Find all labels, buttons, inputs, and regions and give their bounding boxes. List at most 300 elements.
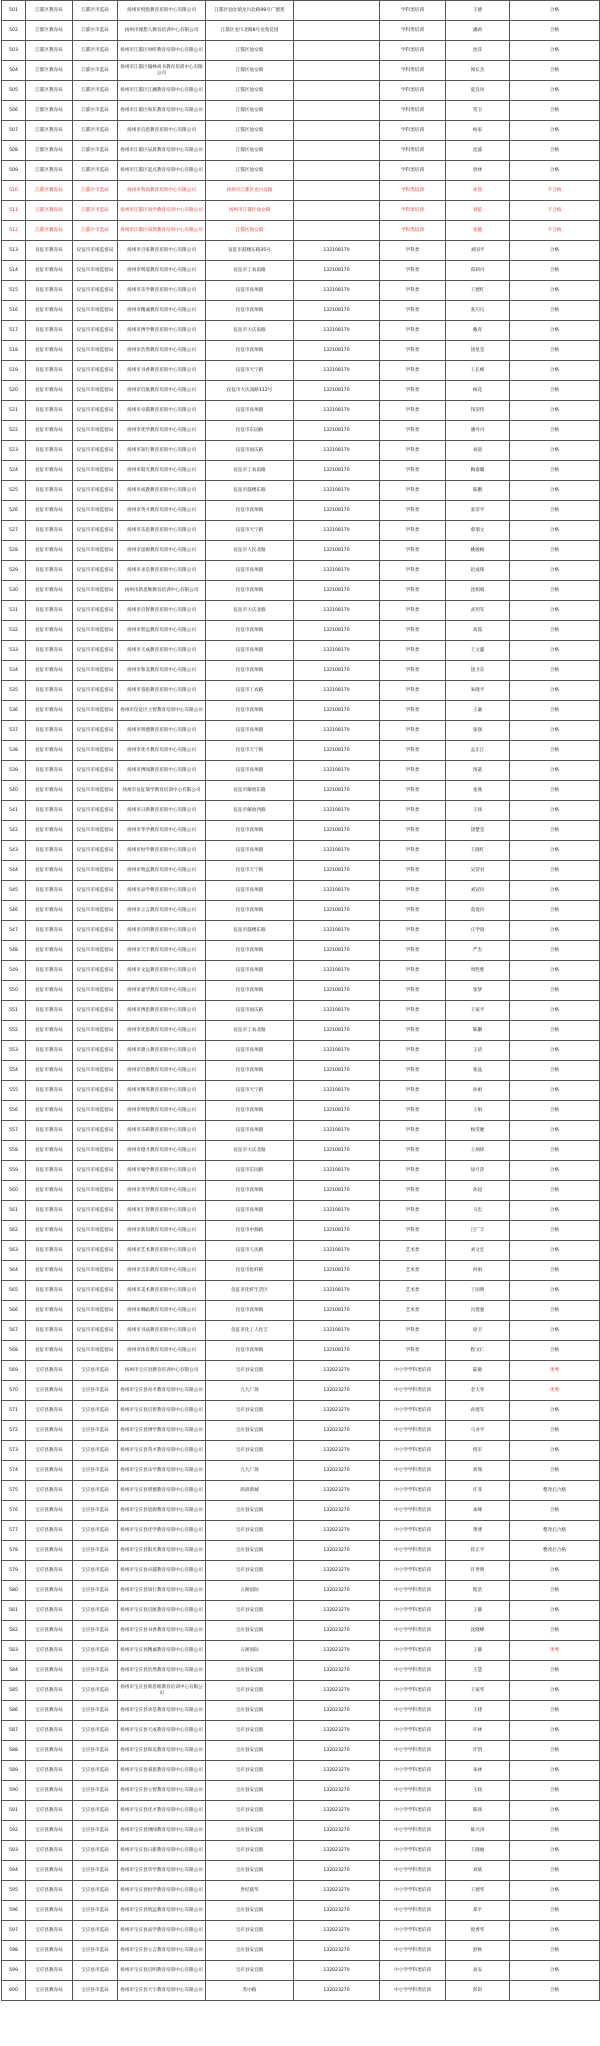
- cell-address: 江都区仙女镇: [206, 221, 294, 241]
- cell-contact: 王德: [446, 1, 510, 21]
- cell-index: 528: [2, 541, 26, 561]
- cell-type: 学科类: [380, 481, 446, 501]
- cell-contact: 杨雯婕: [446, 1121, 510, 1141]
- cell-index: 586: [2, 1701, 26, 1721]
- cell-result: 合格: [510, 261, 600, 281]
- cell-authority: 仪征市教育局: [26, 341, 73, 361]
- cell-authority: 江都区教育局: [26, 221, 73, 241]
- cell-address: 宝应县安宜镇: [206, 1921, 294, 1941]
- cell-result: 合格: [510, 1, 600, 21]
- table-row: [2, 121, 600, 141]
- cell-registrar: 宝应县市监局: [73, 1661, 118, 1681]
- cell-authority: 仪征市教育局: [26, 1021, 73, 1041]
- cell-registrar: 仪征市市场监督局: [73, 401, 118, 421]
- cell-credit-code: 132023270: [294, 1381, 380, 1401]
- cell-registrar: 宝应县市监局: [73, 1601, 118, 1621]
- cell-org-name: 扬州市宝应县天成教育培训中心有限公司: [118, 1721, 206, 1741]
- cell-result: 合格: [510, 161, 600, 181]
- cell-org-name: 扬州市宝应县和美教育培训中心有限公司: [118, 1741, 206, 1761]
- cell-registrar: 仪征市市场监督局: [73, 1121, 118, 1141]
- cell-index: 566: [2, 1301, 26, 1321]
- cell-type: 学科类: [380, 541, 446, 561]
- table-row: [2, 1761, 600, 1781]
- cell-result: 合格: [510, 121, 600, 141]
- cell-credit-code: 132023270: [294, 1921, 380, 1941]
- cell-registrar: 仪征市市场监督局: [73, 441, 118, 461]
- table-row: [2, 1841, 600, 1861]
- cell-authority: 江都区教育局: [26, 21, 73, 41]
- table-row: [2, 601, 600, 621]
- cell-result: 合格: [510, 981, 600, 1001]
- cell-authority: 宝应县教育局: [26, 1401, 73, 1421]
- cell-index: 541: [2, 801, 26, 821]
- cell-address: 仪征市工农路: [206, 681, 294, 701]
- cell-address: 扬州市江都区仙女镇: [206, 201, 294, 221]
- cell-result: 合格: [510, 941, 600, 961]
- cell-type: 学科类培训: [380, 181, 446, 201]
- cell-address: 仪征市真州镇: [206, 661, 294, 681]
- cell-registrar: 仪征市市场监督局: [73, 481, 118, 501]
- cell-index: 577: [2, 1521, 26, 1541]
- cell-index: 510: [2, 181, 26, 201]
- cell-result: 合格: [510, 1181, 600, 1201]
- cell-address: 仪征市鼓楼东路: [206, 481, 294, 501]
- cell-registrar: 仪征市市场监督局: [73, 741, 118, 761]
- cell-index: 576: [2, 1501, 26, 1521]
- cell-org-name: 扬州市宝应县品学教育培训中心有限公司: [118, 1921, 206, 1941]
- cell-org-name: 扬州市品学教育培训中心有限公司: [118, 881, 206, 901]
- cell-credit-code: 132108170: [294, 1161, 380, 1181]
- cell-org-name: 扬州市宝应县启智教育培训中心有限公司: [118, 1401, 206, 1421]
- table-row: [2, 481, 600, 501]
- table-row: [2, 1541, 600, 1561]
- cell-index: 572: [2, 1421, 26, 1441]
- table-row: [2, 241, 600, 261]
- cell-type: 中小学学科类培训: [380, 1521, 446, 1541]
- cell-contact: 孙笈: [446, 181, 510, 201]
- cell-contact: 莫爱玲: [446, 901, 510, 921]
- cell-result: 合格: [510, 721, 600, 741]
- cell-contact: 王德华: [446, 1881, 510, 1901]
- cell-contact: 徐月萍: [446, 1161, 510, 1181]
- cell-address: 宝应县安宜镇: [206, 1961, 294, 1981]
- cell-index: 548: [2, 941, 26, 961]
- cell-registrar: 仪征市市场监督局: [73, 661, 118, 681]
- cell-authority: 仪征市教育局: [26, 381, 73, 401]
- cell-credit-code: 132108170: [294, 1181, 380, 1201]
- cell-org-name: 扬州市江都区时昕教育培训中心有限公司: [118, 41, 206, 61]
- cell-registrar: 仪征市市场监督局: [73, 1061, 118, 1081]
- cell-authority: 仪征市教育局: [26, 521, 73, 541]
- cell-contact: 王长峰: [446, 361, 510, 381]
- cell-index: 556: [2, 1101, 26, 1121]
- cell-credit-code: 132023270: [294, 1421, 380, 1441]
- cell-org-name: 扬州市启恩教育培训中心有限公司: [118, 121, 206, 141]
- cell-type: 学科类: [380, 1141, 446, 1161]
- cell-contact: 孟正江: [446, 741, 510, 761]
- cell-authority: 宝应县教育局: [26, 1861, 73, 1881]
- table-row: [2, 1781, 600, 1801]
- cell-org-name: 扬州市智远教育培训中心有限公司: [118, 621, 206, 641]
- cell-credit-code: 132108170: [294, 601, 380, 621]
- cell-type: 学科类: [380, 981, 446, 1001]
- cell-registrar: 宝应县市监局: [73, 1581, 118, 1601]
- cell-org-name: 扬州市博闻教育培训中心有限公司: [118, 761, 206, 781]
- cell-address: 扬州市江都区龙川北路: [206, 181, 294, 201]
- cell-index: 589: [2, 1761, 26, 1781]
- cell-authority: 仪征市教育局: [26, 961, 73, 981]
- cell-authority: 仪征市教育局: [26, 1181, 73, 1201]
- cell-address: 仪征市大庆南路: [206, 321, 294, 341]
- cell-index: 558: [2, 1141, 26, 1161]
- cell-org-name: 扬州市睿思教育培训中心有限公司: [118, 681, 206, 701]
- cell-contact: 倪军: [446, 1441, 510, 1461]
- cell-result: 合格: [510, 1921, 600, 1941]
- cell-contact: 潘丹丹: [446, 421, 510, 441]
- cell-credit-code: [294, 1, 380, 21]
- cell-authority: 江都区教育局: [26, 61, 73, 81]
- cell-credit-code: 132108170: [294, 821, 380, 841]
- cell-contact: 张晶: [446, 1061, 510, 1081]
- cell-registrar: 宝应县市监局: [73, 1701, 118, 1721]
- cell-type: 中小学学科类培训: [380, 1721, 446, 1741]
- cell-index: 564: [2, 1261, 26, 1281]
- cell-contact: 朱峰: [446, 1501, 510, 1521]
- cell-registrar: 江都区市监局: [73, 41, 118, 61]
- cell-address: 仪征市东园路: [206, 421, 294, 441]
- cell-org-name: 扬州市嘉学教育培训中心有限公司: [118, 981, 206, 1001]
- table-row: [2, 461, 600, 481]
- table-row: [2, 1581, 600, 1601]
- cell-contact: 王静: [446, 1641, 510, 1661]
- cell-index: 527: [2, 521, 26, 541]
- cell-contact: 王家平: [446, 1001, 510, 1021]
- cell-address: 宝应县安宜镇: [206, 1821, 294, 1841]
- cell-credit-code: 132023270: [294, 1941, 380, 1961]
- cell-credit-code: 132108170: [294, 701, 380, 721]
- cell-address: 仪征市大庆南路112号: [206, 381, 294, 401]
- cell-type: 艺术类: [380, 1301, 446, 1321]
- cell-credit-code: 132108170: [294, 1341, 380, 1361]
- cell-type: 学科类: [380, 661, 446, 681]
- cell-result: 合格: [510, 1941, 600, 1961]
- cell-org-name: 扬州市江都区辰晨教育培训中心有限公司: [118, 141, 206, 161]
- cell-authority: 宝应县教育局: [26, 1921, 73, 1941]
- cell-index: 597: [2, 1921, 26, 1941]
- cell-index: 532: [2, 621, 26, 641]
- cell-result: 合格: [510, 1341, 600, 1361]
- cell-contact: 严杰: [446, 941, 510, 961]
- cell-type: 学科类: [380, 421, 446, 441]
- cell-result: 合格: [510, 1061, 600, 1081]
- cell-org-name: 扬州市宝应县知行教育培训中心有限公司: [118, 1581, 206, 1601]
- cell-index: 588: [2, 1741, 26, 1761]
- cell-type: 中小学学科类培训: [380, 1841, 446, 1861]
- cell-address: 江都区仙女镇: [206, 121, 294, 141]
- cell-credit-code: 132023270: [294, 1401, 380, 1421]
- cell-address: 九九广场: [206, 1381, 294, 1401]
- cell-contact: 朱晓平: [446, 681, 510, 701]
- cell-type: 中小学学科类培训: [380, 1541, 446, 1561]
- cell-registrar: 宝应县市监局: [73, 1761, 118, 1781]
- cell-type: 艺术类: [380, 1281, 446, 1301]
- cell-authority: 宝应县教育局: [26, 1701, 73, 1721]
- cell-org-name: 扬州市江都区起点教育培训中心有限公司: [118, 161, 206, 181]
- table-row: [2, 1121, 600, 1141]
- cell-result: 合格: [510, 41, 600, 61]
- cell-address: 宝应县安宜镇: [206, 1801, 294, 1821]
- cell-registrar: 宝应县市监局: [73, 1941, 118, 1961]
- cell-contact: 周胜胜: [446, 961, 510, 981]
- cell-contact: 沈娟娟: [446, 581, 510, 601]
- table-row: [2, 221, 600, 241]
- cell-org-name: 扬州市音乐教育培训中心有限公司: [118, 1261, 206, 1281]
- table-row: [2, 401, 600, 421]
- cell-registrar: 仪征市市场监督局: [73, 681, 118, 701]
- cell-credit-code: [294, 181, 380, 201]
- cell-credit-code: 132108170: [294, 741, 380, 761]
- cell-authority: 仪征市教育局: [26, 1121, 73, 1141]
- cell-type: 学科类: [380, 1081, 446, 1101]
- cell-org-name: 扬州市江都区尚学教育培训中心有限公司: [118, 201, 206, 221]
- cell-authority: 仪征市教育局: [26, 561, 73, 581]
- cell-authority: 宝应县教育局: [26, 1641, 73, 1661]
- cell-index: 580: [2, 1581, 26, 1601]
- cell-registrar: 宝应县市监局: [73, 1641, 118, 1661]
- cell-index: 594: [2, 1861, 26, 1881]
- cell-contact: 孙娟: [446, 1081, 510, 1101]
- cell-org-name: 扬州市书香教育培训中心有限公司: [118, 361, 206, 381]
- cell-index: 517: [2, 321, 26, 341]
- cell-org-name: 扬州市宝应县英才教育培训中心有限公司: [118, 1441, 206, 1461]
- cell-org-name: 扬州市阳光教育培训中心有限公司: [118, 461, 206, 481]
- cell-type: 学科类: [380, 1121, 446, 1141]
- cell-result: 合格: [510, 681, 600, 701]
- cell-registrar: 仪征市市场监督局: [73, 281, 118, 301]
- cell-index: 569: [2, 1361, 26, 1381]
- cell-credit-code: 132108170: [294, 401, 380, 421]
- cell-registrar: 仪征市市场监督局: [73, 981, 118, 1001]
- cell-address: 宝应县安宜镇: [206, 1941, 294, 1961]
- cell-credit-code: 132108170: [294, 761, 380, 781]
- cell-authority: 宝应县教育局: [26, 1821, 73, 1841]
- cell-result: 合格: [510, 1401, 600, 1421]
- cell-type: 中小学学科类培训: [380, 1741, 446, 1761]
- cell-authority: 仪征市教育局: [26, 861, 73, 881]
- cell-result: 合格: [510, 401, 600, 421]
- cell-index: 573: [2, 1441, 26, 1461]
- cell-contact: 沈萍: [446, 41, 510, 61]
- cell-authority: 宝应县教育局: [26, 1961, 73, 1981]
- cell-registrar: 宝应县市监局: [73, 1621, 118, 1641]
- cell-result: 不合格: [510, 201, 600, 221]
- cell-registrar: 仪征市市场监督局: [73, 1321, 118, 1341]
- cell-type: 学科类: [380, 641, 446, 661]
- cell-result: 合格: [510, 1241, 600, 1261]
- cell-org-name: 扬州市宝应县博学教育培训中心有限公司: [118, 1421, 206, 1441]
- cell-credit-code: 132023270: [294, 1521, 380, 1541]
- table-row: [2, 141, 600, 161]
- table-row: [2, 421, 600, 441]
- cell-authority: 宝应县教育局: [26, 1941, 73, 1961]
- cell-index: 583: [2, 1641, 26, 1661]
- cell-org-name: 扬州市宝应县精诚教育培训中心有限公司: [118, 1641, 206, 1661]
- cell-address: 仪征市天宁路: [206, 1081, 294, 1101]
- table-row: [2, 261, 600, 281]
- cell-index: 535: [2, 681, 26, 701]
- table-row: [2, 1, 600, 21]
- cell-address: 仪征市真州镇: [206, 941, 294, 961]
- table-row: [2, 1881, 600, 1901]
- cell-contact: 王晓红: [446, 841, 510, 861]
- cell-result: 合格: [510, 701, 600, 721]
- cell-index: 596: [2, 1901, 26, 1921]
- cell-credit-code: 132023270: [294, 1541, 380, 1561]
- cell-registrar: 宝应县市监局: [73, 1781, 118, 1801]
- cell-type: 学科类: [380, 341, 446, 361]
- cell-index: 574: [2, 1461, 26, 1481]
- table-row: [2, 181, 600, 201]
- cell-authority: 仪征市教育局: [26, 1341, 73, 1361]
- cell-registrar: 仪征市市场监督局: [73, 501, 118, 521]
- cell-result: 合格: [510, 101, 600, 121]
- table-row: [2, 821, 600, 841]
- cell-address: 宝应县安宜镇: [206, 1721, 294, 1741]
- cell-result: 合格: [510, 1081, 600, 1101]
- cell-type: 学科类: [380, 781, 446, 801]
- cell-org-name: 扬州市宝应县恒学教育培训中心有限公司: [118, 1881, 206, 1901]
- cell-index: 587: [2, 1721, 26, 1741]
- cell-index: 515: [2, 281, 26, 301]
- cell-result: 合格: [510, 1421, 600, 1441]
- cell-credit-code: 132108170: [294, 281, 380, 301]
- cell-registrar: 江都区市监局: [73, 81, 118, 101]
- cell-contact: 王政: [446, 1781, 510, 1801]
- cell-type: 中小学学科类培训: [380, 1821, 446, 1841]
- cell-credit-code: 132108170: [294, 1221, 380, 1241]
- cell-index: 557: [2, 1121, 26, 1141]
- cell-credit-code: 132108170: [294, 1121, 380, 1141]
- cell-contact: 蔡瑞文: [446, 521, 510, 541]
- table-row: [2, 101, 600, 121]
- cell-authority: 仪征市教育局: [26, 1281, 73, 1301]
- cell-contact: 朱林: [446, 1761, 510, 1781]
- cell-authority: 仪征市教育局: [26, 401, 73, 421]
- cell-registrar: 仪征市市场监督局: [73, 581, 118, 601]
- cell-credit-code: [294, 61, 380, 81]
- cell-result: 合格: [510, 1221, 600, 1241]
- cell-org-name: 扬州市启德教育培训中心有限公司: [118, 1061, 206, 1081]
- cell-authority: 仪征市教育局: [26, 1101, 73, 1121]
- cell-registrar: 仪征市市场监督局: [73, 341, 118, 361]
- cell-credit-code: 132108170: [294, 1081, 380, 1101]
- cell-contact: 饶星莹: [446, 341, 510, 361]
- cell-org-name: 扬州市悦悦教育培训中心有限公司: [118, 1, 206, 21]
- cell-address: 仪征市工农南路: [206, 261, 294, 281]
- cell-result: 合格: [510, 421, 600, 441]
- cell-org-name: 扬州市宝应县教育培训中心有限公司: [118, 1361, 206, 1381]
- cell-registrar: 仪征市市场监督局: [73, 881, 118, 901]
- cell-authority: 仪征市教育局: [26, 1001, 73, 1021]
- cell-contact: 张梦: [446, 981, 510, 1001]
- table-row: [2, 1861, 600, 1881]
- table-row: [2, 1981, 600, 2001]
- table-row: [2, 1441, 600, 1461]
- cell-contact: 杨家: [446, 121, 510, 141]
- cell-result: 合格: [510, 301, 600, 321]
- cell-type: 学科类: [380, 1021, 446, 1041]
- cell-result: 不合格: [510, 221, 600, 241]
- cell-address: 江都区仙女镇: [206, 161, 294, 181]
- cell-index: 509: [2, 161, 26, 181]
- table-row: [2, 301, 600, 321]
- table-row: [2, 1521, 600, 1541]
- cell-result: 合格: [510, 1041, 600, 1061]
- cell-org-name: 扬州市体育教育培训中心有限公司: [118, 1341, 206, 1361]
- cell-contact: 马忠: [446, 1201, 510, 1221]
- cell-credit-code: 132023270: [294, 1881, 380, 1901]
- cell-address: 仪征市大庆北路: [206, 601, 294, 621]
- cell-registrar: 宝应县市监局: [73, 1861, 118, 1881]
- cell-credit-code: 132023270: [294, 1621, 380, 1641]
- cell-org-name: 扬州市和美教育培训中心有限公司: [118, 661, 206, 681]
- cell-org-name: 扬州市天宇教育培训中心有限公司: [118, 941, 206, 961]
- cell-org-name: 扬州市明智教育培训中心有限公司: [118, 1101, 206, 1121]
- cell-index: 526: [2, 501, 26, 521]
- cell-result: 合格: [510, 1661, 600, 1681]
- cell-credit-code: [294, 221, 380, 241]
- cell-result: 合格: [510, 461, 600, 481]
- cell-address: 宝应县安宜镇: [206, 1361, 294, 1381]
- cell-credit-code: 132108170: [294, 361, 380, 381]
- cell-registrar: 仪征市市场监督局: [73, 961, 118, 981]
- cell-contact: 马业平: [446, 1421, 510, 1441]
- cell-index: 565: [2, 1281, 26, 1301]
- cell-address: 仪征市人民北路: [206, 541, 294, 561]
- cell-result: 合格: [510, 861, 600, 881]
- cell-authority: 仪征市教育局: [26, 641, 73, 661]
- cell-type: 学科类: [380, 381, 446, 401]
- cell-result: 合格: [510, 1021, 600, 1041]
- cell-result: 合格: [510, 1721, 600, 1741]
- cell-index: 506: [2, 101, 26, 121]
- cell-result: 合格: [510, 361, 600, 381]
- table-row: [2, 1721, 600, 1741]
- cell-result: 合格: [510, 741, 600, 761]
- cell-type: 学科类: [380, 241, 446, 261]
- cell-type: 学科类: [380, 561, 446, 581]
- cell-result: 合格: [510, 1441, 600, 1461]
- cell-registrar: 仪征市市场监督局: [73, 1341, 118, 1361]
- cell-result: 优秀: [510, 1361, 600, 1381]
- cell-address: 仪征市真州镇: [206, 1341, 294, 1361]
- cell-registrar: 江都区市监局: [73, 141, 118, 161]
- table-row: [2, 1381, 600, 1401]
- cell-contact: 彭彩: [446, 1981, 510, 2001]
- cell-authority: 仪征市教育局: [26, 941, 73, 961]
- cell-authority: 仪征市教育局: [26, 981, 73, 1001]
- cell-credit-code: 132108170: [294, 481, 380, 501]
- cell-org-name: 扬州市新思维教育培训中心有限公司: [118, 581, 206, 601]
- cell-result: 合格: [510, 1141, 600, 1161]
- cell-credit-code: 132108170: [294, 1301, 380, 1321]
- cell-authority: 仪征市教育局: [26, 681, 73, 701]
- cell-contact: 舒秋: [446, 1941, 510, 1961]
- cell-index: 538: [2, 741, 26, 761]
- table-row: [2, 541, 600, 561]
- cell-org-name: 扬州市德才教育培训中心有限公司: [118, 1141, 206, 1161]
- cell-address: 仪征市真州镇: [206, 1201, 294, 1221]
